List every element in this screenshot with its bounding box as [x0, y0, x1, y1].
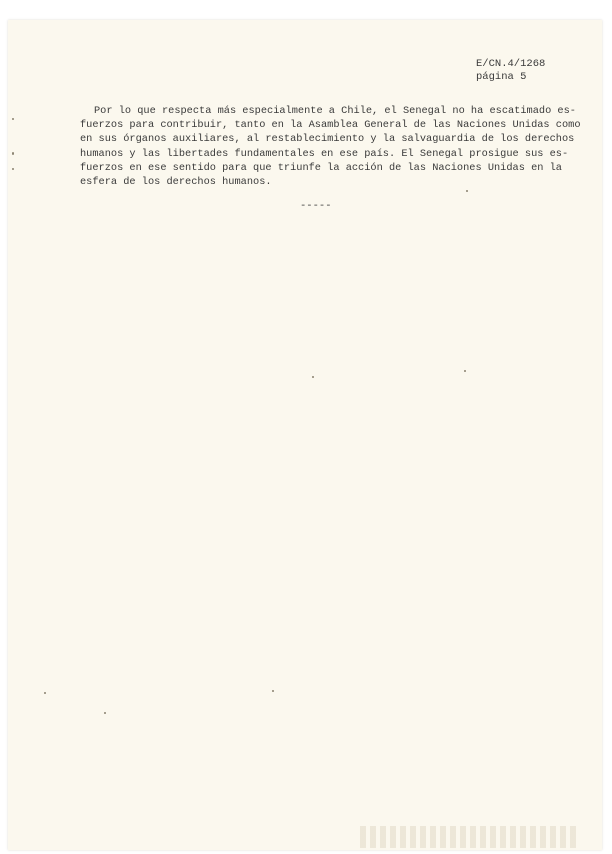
paper-speck — [464, 370, 466, 372]
paragraph-line: Por lo que respecta más especialmente a Chile, el Senegal no ha escatimado es- — [94, 105, 576, 117]
paragraph-line: fuerzos para contribuir, tanto en la Asamblea General de las Naciones Unidas como — [80, 119, 581, 132]
paper-speck — [12, 152, 14, 155]
paper-speck — [12, 118, 14, 120]
faded-stamp-mark — [360, 826, 580, 848]
paper-speck — [104, 712, 106, 714]
paragraph-line: esfera de los derechos humanos. — [80, 176, 272, 189]
document-reference — [476, 58, 545, 84]
paragraph-line: fuerzos en ese sentido para que triunfe la acción de las Naciones Unidas en la — [80, 161, 562, 174]
paper-speck — [312, 376, 314, 378]
paper-speck — [44, 692, 46, 694]
paragraph-line: humanos y las libertades fundamentales en ese país. El Senegal prosigue sus es- — [80, 147, 569, 160]
paper-speck — [12, 168, 14, 170]
paper-speck — [466, 190, 468, 192]
section-separator: ----- — [300, 200, 332, 212]
body-paragraph — [80, 104, 581, 189]
document-symbol: E/CN.4/1268 — [476, 58, 546, 70]
page-number: página 5 — [476, 71, 527, 83]
paper-speck — [272, 690, 274, 692]
paragraph-line: en sus órganos auxiliares, al restablecimiento y la salvaguardia de los derechos — [80, 133, 575, 146]
